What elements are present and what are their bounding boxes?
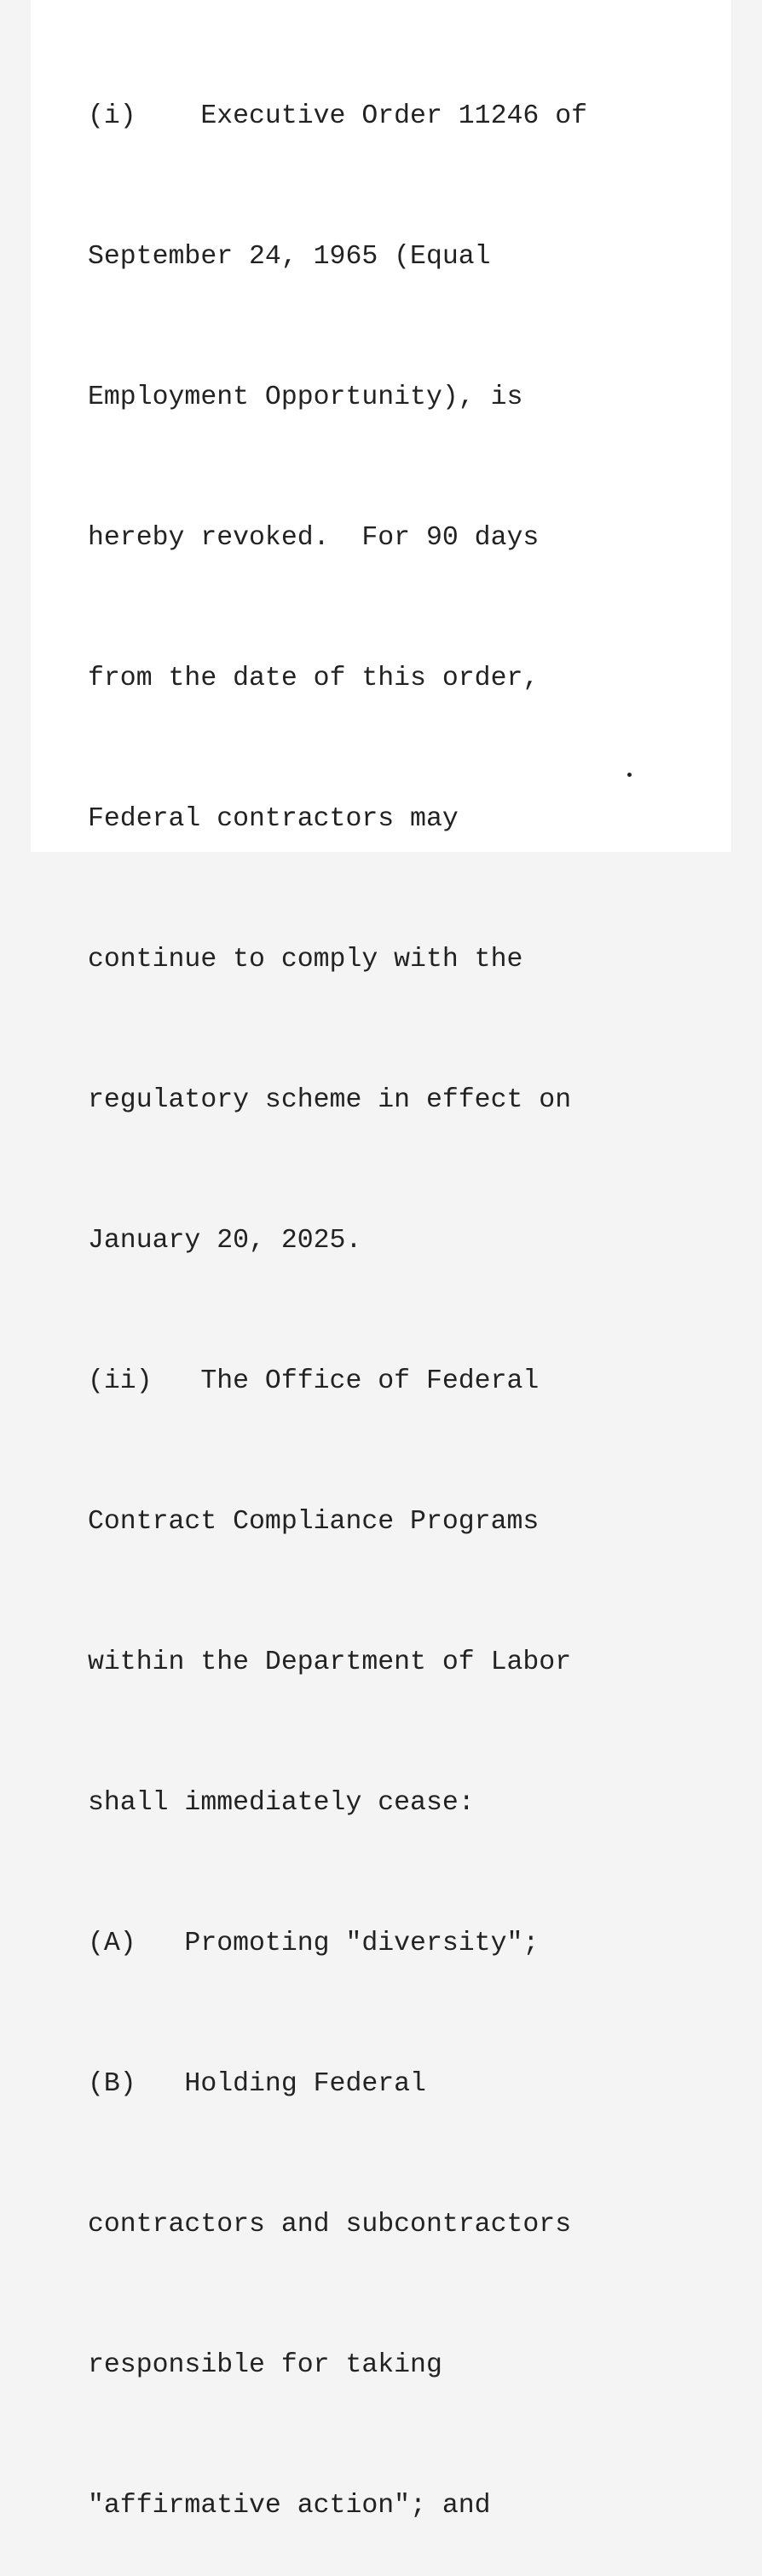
text-line: from the date of this order, (88, 664, 540, 693)
text-line: (B) Holding Federal (88, 2069, 426, 2099)
text-line: (i) Executive Order 11246 of (88, 101, 587, 131)
text-line: Contract Compliance Programs (88, 1507, 540, 1537)
text-line: Federal contractors may (88, 804, 459, 834)
text-line: contractors and subcontractors (88, 2210, 572, 2240)
text-line: regulatory scheme in effect on (88, 1085, 572, 1115)
text-line: January 20, 2025. (88, 1226, 362, 1256)
text-line: shall immediately cease: (88, 1788, 475, 1818)
text-line: "affirmative action"; and (88, 2491, 491, 2521)
text-line: within the Department of Labor (88, 1647, 572, 1677)
stray-dot-mark (627, 773, 632, 777)
text-line: continue to comply with the (88, 945, 523, 975)
text-line: September 24, 1965 (Equal (88, 242, 491, 272)
text-line: responsible for taking (88, 2350, 442, 2380)
text-line: Employment Opportunity), is (88, 382, 523, 412)
document-text (88, 0, 684, 2576)
text-line: (ii) The Office of Federal (88, 1366, 540, 1396)
text-line: (A) Promoting "diversity"; (88, 1929, 540, 1958)
text-line: hereby revoked. For 90 days (88, 523, 540, 553)
